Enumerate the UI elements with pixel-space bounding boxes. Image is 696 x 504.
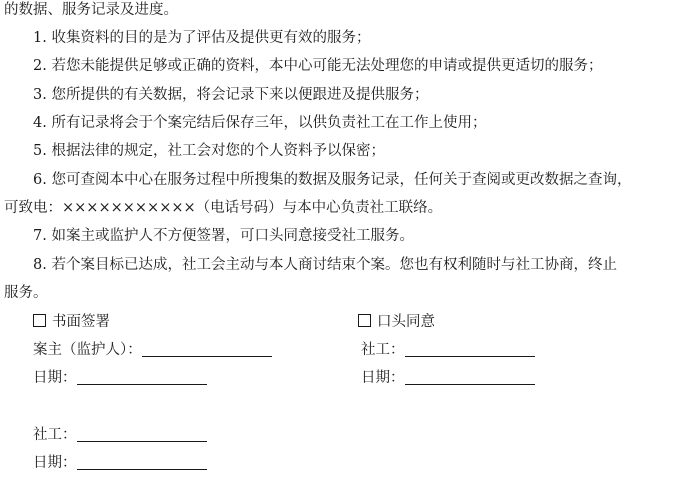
item-5: 5. 根据法律的规定，社工会对您的个人资料予以保密； (33, 143, 385, 159)
verbal-date-label: 日期： (33, 455, 77, 471)
top-line: 的数据、服务记录及进度。 (4, 2, 178, 18)
worker-signature-field-right[interactable] (405, 342, 535, 357)
worker-label-right: 社工： (361, 342, 405, 358)
client-date-row (33, 368, 207, 388)
item-7: 7. 如案主或监护人不方便签署，可口头同意接受社工服务。 (33, 228, 414, 244)
worker-date-field-right[interactable] (405, 370, 535, 385)
item-3: 3. 您所提供的有关数据，将会记录下来以便跟进及提供服务； (33, 87, 429, 103)
item-4: 4. 所有记录将会于个案完结后保存三年，以供负责社工在工作上使用； (33, 115, 487, 131)
verbal-date-field[interactable] (77, 455, 207, 470)
item-8-line-2: 服务。 (4, 285, 48, 301)
item-1: 1. 收集资料的目的是为了评估及提供更有效的服务； (33, 30, 371, 46)
verbal-date-row (33, 453, 207, 473)
written-signature-option[interactable] (33, 312, 110, 332)
worker-date-row-right (361, 368, 535, 388)
verbal-worker-label: 社工： (33, 427, 77, 443)
written-label: 书面签署 (52, 314, 110, 330)
item-6-line-1: 6. 您可查阅本中心在服务过程中所搜集的数据及服务记录，任何关于查阅或更改数据之查询， (33, 172, 632, 188)
worker-signature-row-right (361, 340, 535, 360)
verbal-worker-field[interactable] (77, 427, 207, 442)
verbal-consent-option[interactable] (358, 312, 435, 332)
client-date-field[interactable] (77, 370, 207, 385)
date-label-right: 日期： (361, 370, 405, 386)
client-label: 案主（监护人）： (33, 342, 142, 358)
written-checkbox[interactable] (33, 314, 46, 327)
date-label-left: 日期： (33, 370, 77, 386)
verbal-worker-row (33, 425, 207, 445)
client-signature-field[interactable] (142, 342, 272, 357)
item-2: 2. 若您未能提供足够或正确的资料，本中心可能无法处理您的申请或提供更适切的服务； (33, 58, 603, 74)
verbal-label: 口头同意 (377, 314, 435, 330)
item-8-line-1: 8. 若个案目标已达成，社工会主动与本人商讨结束个案。您也有权利随时与社工协商，终止 (33, 257, 617, 273)
item-6-line-2: 可致电：×××××××××××（电话号码）与本中心负责社工联络。 (4, 200, 443, 216)
client-signature-row (33, 340, 272, 360)
verbal-checkbox[interactable] (358, 314, 371, 327)
